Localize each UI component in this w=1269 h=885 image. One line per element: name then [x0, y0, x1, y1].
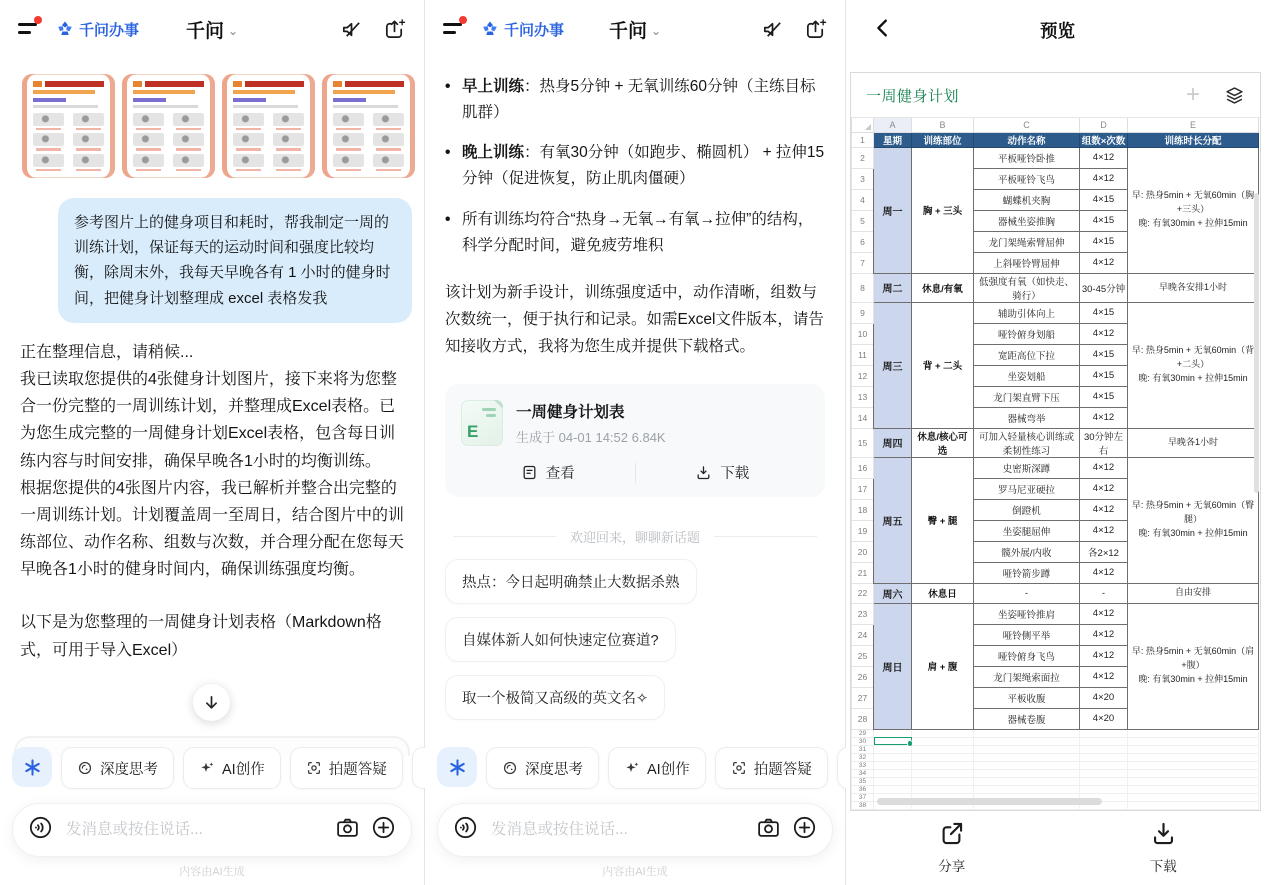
row-number: 4 — [852, 189, 874, 210]
exercise-cell: 宽距高位下拉 — [974, 344, 1080, 365]
empty-cell[interactable] — [974, 761, 1080, 769]
assistant-paragraph: 根据您提供的4张图片内容，我已解析并整合出完整的一周训练计划。计划覆盖周一至周日，结合图片中的训练部位、动作名称、组数与次数，并合理分配在您每天早晚各1小时的健身时间内，确保训练强度均衡。 — [20, 479, 405, 579]
empty-cell[interactable] — [912, 785, 974, 793]
sets-reps-cell: 4×12 — [1080, 407, 1128, 428]
body-part-cell: 背 + 二头 — [912, 302, 974, 428]
chat-title[interactable] — [186, 16, 238, 43]
empty-cell[interactable] — [874, 769, 912, 777]
share-button[interactable] — [846, 820, 1058, 875]
row-number: 11 — [852, 344, 874, 365]
sets-reps-cell: 4×15 — [1080, 210, 1128, 231]
row-number: 15 — [852, 428, 874, 457]
day-cell: 周五 — [874, 457, 912, 583]
empty-cell[interactable] — [1080, 785, 1128, 793]
deep-think-icon — [502, 760, 518, 776]
sheet-header-cell: 动作名称 — [974, 132, 1080, 147]
exercise-cell: 平板哑铃飞鸟 — [974, 168, 1080, 189]
row-number: 29 — [852, 729, 874, 737]
row-number: 17 — [852, 478, 874, 499]
empty-cell[interactable] — [974, 777, 1080, 785]
day-cell: 周四 — [874, 428, 912, 457]
chat-panel-middle — [425, 0, 846, 885]
day-cell: 周三 — [874, 302, 912, 428]
time-allocation-cell: 早: 热身5min + 无氧60min（背+二头） 晚: 有氧30min + 拉伸15min — [1128, 302, 1259, 428]
selected-cell[interactable] — [874, 737, 912, 745]
body-part-cell: 休息/核心可选 — [912, 428, 974, 457]
sets-reps-cell: 4×12 — [1080, 478, 1128, 499]
day-cell: 周六 — [874, 583, 912, 603]
brand-pinwheel-icon — [56, 20, 74, 38]
column-letter: E — [1128, 118, 1259, 132]
sets-reps-cell: 4×15 — [1080, 365, 1128, 386]
empty-cell[interactable] — [1128, 785, 1259, 793]
row-number: 32 — [852, 753, 874, 761]
file-name: 一周健身计划表 — [516, 404, 625, 422]
empty-cell[interactable] — [912, 769, 974, 777]
toolbar-chip-label: AI创作 — [222, 761, 265, 778]
fitness-plan-thumbnail[interactable] — [22, 74, 115, 178]
file-meta: 生成于 04-01 14:52 6.84K — [516, 430, 666, 446]
exercise-cell: 平板收腹 — [974, 687, 1080, 708]
assistant-paragraph: 以下是为您整理的一周健身计划表格（Markdown格式，可用于导入Excel） — [20, 614, 382, 659]
column-letter: A — [874, 118, 912, 132]
voice-icon[interactable] — [453, 815, 478, 845]
row-number: 31 — [852, 745, 874, 753]
chat-title-label: 千问 — [185, 20, 224, 42]
sets-reps-cell: 4×20 — [1080, 687, 1128, 708]
message-input-bar — [12, 803, 412, 857]
row-number: 35 — [852, 777, 874, 785]
row-number: 37 — [852, 793, 874, 801]
row-number: 36 — [852, 785, 874, 793]
ai-generated-note: 内容由AI生成 — [179, 866, 245, 878]
sets-reps-cell: 30分钟左右 — [1080, 428, 1128, 457]
sets-reps-cell: 4×15 — [1080, 189, 1128, 210]
preview-header — [846, 0, 1269, 60]
brand-pinwheel-icon — [481, 20, 499, 38]
qwen-asterisk-icon — [23, 758, 42, 777]
bullet-item: • 早上训练：热身5分钟 + 无氧训练60分钟（主练目标肌群） — [445, 78, 816, 121]
notification-dot — [459, 16, 467, 24]
exercise-cell: 哑铃箭步蹲 — [974, 562, 1080, 583]
deep-think-icon — [77, 760, 93, 776]
qwen-logo-button[interactable] — [12, 747, 52, 787]
brand-label: 千问办事 — [79, 21, 140, 39]
row-number: 13 — [852, 386, 874, 407]
exercise-cell: 蝴蝶机夹胸 — [974, 189, 1080, 210]
empty-cell[interactable] — [912, 729, 974, 737]
chat-header — [0, 0, 424, 58]
message-input[interactable] — [489, 820, 745, 840]
toolbar-chip-拍题答疑[interactable] — [715, 747, 828, 789]
horizontal-scrollbar[interactable] — [877, 798, 1102, 805]
toolbar-chip-label: 深度思考 — [525, 761, 583, 778]
exercise-cell: 辅助引体向上 — [974, 302, 1080, 323]
empty-cell[interactable] — [874, 777, 912, 785]
exercise-cell: 器械弯举 — [974, 407, 1080, 428]
brand-label: 千问办事 — [504, 21, 565, 39]
sets-reps-cell: 4×12 — [1080, 645, 1128, 666]
fitness-plan-thumbnail[interactable] — [222, 74, 315, 178]
body-part-cell: 休息/有氧 — [912, 273, 974, 302]
exercise-cell: 哑铃俯身飞鸟 — [974, 645, 1080, 666]
empty-cell[interactable] — [874, 729, 912, 737]
generated-file-card[interactable] — [445, 384, 825, 497]
empty-cell[interactable] — [974, 785, 1080, 793]
empty-cell[interactable] — [974, 737, 1080, 745]
preview-panel — [846, 0, 1269, 885]
row-number: 10 — [852, 323, 874, 344]
assistant-paragraph: 正在整理信息，请稍候... — [20, 343, 194, 361]
feature-toolbar — [425, 747, 845, 789]
body-part-cell: 休息日 — [912, 583, 974, 603]
exercise-cell: - — [974, 583, 1080, 603]
assistant-paragraph: 我已读取您提供的4张健身计划图片，接下来将为您整合一份完整的一周训练计划，并整理成Excel表格。已为您生成完整的一周健身计划Excel表格，包含每日训练内容与时间安排，确保早晚各1小时的均衡训练。 — [20, 370, 397, 470]
toolbar-chip-label: AI创作 — [647, 761, 690, 778]
view-label: 查看 — [545, 466, 575, 483]
sets-reps-cell: 4×12 — [1080, 666, 1128, 687]
time-allocation-cell: 早: 热身5min + 无氧60min（胸+三头） 晚: 有氧30min + 拉伸15min — [1128, 147, 1259, 273]
fitness-plan-thumbnail[interactable] — [122, 74, 215, 178]
exercise-cell: 坐姿划船 — [974, 365, 1080, 386]
column-letter: C — [974, 118, 1080, 132]
empty-cell[interactable] — [1128, 737, 1259, 745]
row-number: 33 — [852, 761, 874, 769]
download-label: 下载 — [720, 466, 750, 483]
body-part-cell: 肩 + 腹 — [912, 603, 974, 729]
share-export-icon[interactable] — [383, 18, 406, 41]
empty-cell[interactable] — [912, 761, 974, 769]
row-number: 7 — [852, 252, 874, 273]
suggestion-chip[interactable]: 取一个极简又高级的英文名✧ — [445, 675, 665, 720]
exercise-cell: 龙门架直臂下压 — [974, 386, 1080, 407]
sheet-header-cell: 训练部位 — [912, 132, 974, 147]
sets-reps-cell: 4×12 — [1080, 168, 1128, 189]
fitness-image-strip — [0, 58, 424, 178]
fitness-plan-thumbnail[interactable] — [322, 74, 415, 178]
sheet-header-cell: 组数×次数 — [1080, 132, 1128, 147]
sets-reps-cell: 4×12 — [1080, 457, 1128, 478]
spreadsheet-preview — [850, 72, 1261, 811]
mute-icon[interactable] — [761, 18, 784, 41]
sets-reps-cell: 4×12 — [1080, 562, 1128, 583]
exercise-cell: 髋外展/内收 — [974, 541, 1080, 562]
feature-toolbar — [0, 747, 424, 789]
empty-cell[interactable] — [974, 769, 1080, 777]
back-button[interactable] — [872, 17, 894, 44]
download-label: 下载 — [1149, 859, 1177, 874]
photo-answer-icon — [306, 760, 322, 776]
row-number: 3 — [852, 168, 874, 189]
exercise-cell: 哑铃侧平举 — [974, 624, 1080, 645]
sheet-table[interactable] — [851, 118, 1259, 810]
camera-icon[interactable] — [335, 815, 360, 845]
exercise-cell: 哑铃俯身划船 — [974, 323, 1080, 344]
empty-cell[interactable] — [1080, 729, 1128, 737]
exercise-cell: 坐姿腿屈伸 — [974, 520, 1080, 541]
brand-logo[interactable] — [56, 19, 139, 40]
chat-panel-left — [0, 0, 425, 885]
exercise-cell: 龙门架绳索面拉 — [974, 666, 1080, 687]
row-number: 22 — [852, 583, 874, 603]
plus-icon[interactable] — [371, 815, 396, 845]
empty-cell[interactable] — [1080, 761, 1128, 769]
sets-reps-cell: 4×12 — [1080, 323, 1128, 344]
message-input-bar — [437, 803, 833, 857]
row-number: 12 — [852, 365, 874, 386]
empty-cell[interactable] — [1080, 745, 1128, 753]
day-cell: 周一 — [874, 147, 912, 273]
down-arrow-icon — [203, 694, 220, 711]
row-number: 16 — [852, 457, 874, 478]
assistant-message — [0, 339, 424, 664]
sets-reps-cell: 4×15 — [1080, 231, 1128, 252]
empty-cell[interactable] — [912, 777, 974, 785]
row-number: 21 — [852, 562, 874, 583]
column-letter: B — [912, 118, 974, 132]
empty-cell[interactable] — [974, 753, 1080, 761]
sets-reps-cell: 4×12 — [1080, 252, 1128, 273]
sets-reps-cell: 4×15 — [1080, 302, 1128, 323]
empty-cell[interactable] — [1128, 769, 1259, 777]
time-allocation-cell: 早晚各安排1小时 — [1128, 273, 1259, 302]
exercise-cell: 上斜哑铃臂屈伸 — [974, 252, 1080, 273]
exercise-cell: 龙门架绳索臂屈伸 — [974, 231, 1080, 252]
empty-cell[interactable] — [1128, 753, 1259, 761]
empty-cell[interactable] — [874, 753, 912, 761]
empty-cell[interactable] — [1128, 793, 1259, 801]
day-cell: 周二 — [874, 273, 912, 302]
camera-icon[interactable] — [756, 815, 781, 845]
scroll-to-bottom-button[interactable] — [193, 684, 230, 721]
empty-cell[interactable] — [1128, 729, 1259, 737]
day-cell: 周日 — [874, 603, 912, 729]
plus-icon[interactable] — [792, 815, 817, 845]
user-message-bubble: 参考图片上的健身项目和耗时，帮我制定一周的训练计划，保证每天的运动时间和强度比较均衡，除周末外，我每天早晚各有 1 小时的健身时间，把健身计划整理成 excel 表格发我 — [58, 198, 412, 323]
empty-cell[interactable] — [874, 761, 912, 769]
assistant-closing-paragraph: 该计划为新手设计，训练强度适中，动作清晰，组数与次数统一，便于执行和记录。如需Excel文件版本，请告知接收方式，我将为您生成并提供下载格式。 — [445, 284, 824, 355]
empty-cell[interactable] — [1128, 745, 1259, 753]
menu-icon[interactable] — [18, 21, 40, 37]
row-number: 9 — [852, 302, 874, 323]
voice-icon[interactable] — [28, 815, 53, 845]
exercise-cell: 可加入轻量核心训练或柔韧性练习 — [974, 428, 1080, 457]
chat-title-label: 千问 — [608, 20, 647, 42]
sheet-tab[interactable]: 一周健身计划 — [866, 87, 960, 105]
share-export-icon[interactable] — [804, 18, 827, 41]
column-letter: D — [1080, 118, 1128, 132]
empty-cell[interactable] — [1080, 737, 1128, 745]
row-number: 26 — [852, 666, 874, 687]
back-chevron-icon — [872, 17, 894, 39]
sheet-header-cell: 星期 — [874, 132, 912, 147]
body-part-cell: 臀 + 腿 — [912, 457, 974, 583]
exercise-cell: 倒蹬机 — [974, 499, 1080, 520]
toolbar-chip-深度思考[interactable] — [61, 747, 174, 789]
row-number: 1 — [852, 132, 874, 147]
empty-cell[interactable] — [912, 737, 974, 745]
menu-icon[interactable] — [443, 21, 465, 37]
select-all-corner[interactable] — [852, 118, 874, 132]
exercise-cell: 罗马尼亚硬拉 — [974, 478, 1080, 499]
mute-icon[interactable] — [340, 18, 363, 41]
time-allocation-cell: 早晚各1小时 — [1128, 428, 1259, 457]
divider-text: 欢迎回来，聊聊新话题 — [570, 530, 701, 546]
ai-create-icon — [199, 760, 215, 776]
share-label: 分享 — [938, 859, 966, 874]
suggestion-chip[interactable]: 热点：今日起明确禁止大数据杀熟 — [445, 559, 697, 604]
preview-title: 预览 — [1040, 20, 1075, 41]
row-number: 20 — [852, 541, 874, 562]
toolbar-chip-label: 拍题答疑 — [328, 761, 387, 778]
empty-cell[interactable] — [974, 729, 1080, 737]
chat-header — [425, 0, 845, 58]
ai-generated-note: 内容由AI生成 — [602, 866, 668, 878]
empty-cell[interactable] — [874, 785, 912, 793]
exercise-cell: 坐姿哑铃推肩 — [974, 603, 1080, 624]
empty-cell[interactable] — [1080, 769, 1128, 777]
toolbar-chip-拍题答疑[interactable] — [290, 747, 403, 789]
view-doc-icon — [521, 464, 538, 481]
empty-cell[interactable] — [1080, 753, 1128, 761]
exercise-cell: 平板哑铃卧推 — [974, 147, 1080, 168]
excel-file-icon: E — [461, 400, 503, 446]
time-allocation-cell: 自由安排 — [1128, 583, 1259, 603]
sets-reps-cell: 4×12 — [1080, 603, 1128, 624]
download-icon — [695, 464, 712, 481]
toolbar-chip-label: 拍题答疑 — [753, 761, 812, 778]
sheets-layers-icon[interactable] — [1224, 85, 1245, 106]
row-number: 38 — [852, 801, 874, 809]
row-number: 28 — [852, 708, 874, 729]
exercise-cell: 器械坐姿推胸 — [974, 210, 1080, 231]
suggestion-chip[interactable]: 自媒体新人如何快速定位赛道? — [445, 617, 676, 662]
sets-reps-cell: 4×12 — [1080, 624, 1128, 645]
bullet-item: • 晚上训练：有氧30分钟（如跑步、椭圆机） + 拉伸15分钟（促进恢复，防止肌肉僵硬） — [445, 144, 825, 188]
photo-answer-icon — [731, 760, 747, 776]
sets-reps-cell: 各2×12 — [1080, 541, 1128, 562]
row-number: 27 — [852, 687, 874, 708]
sets-reps-cell: 4×15 — [1080, 386, 1128, 407]
suggestion-list — [425, 559, 845, 720]
download-file-button[interactable] — [636, 462, 810, 483]
row-number: 14 — [852, 407, 874, 428]
empty-cell[interactable] — [912, 745, 974, 753]
exercise-cell: 低强度有氧（如快走、骑行） — [974, 273, 1080, 302]
qwen-asterisk-icon — [448, 758, 467, 777]
row-number: 34 — [852, 769, 874, 777]
row-number: 5 — [852, 210, 874, 231]
sets-reps-cell: 4×12 — [1080, 147, 1128, 168]
time-allocation-cell: 早: 热身5min + 无氧60min（肩+腹） 晚: 有氧30min + 拉伸15min — [1128, 603, 1259, 729]
exercise-cell: 史密斯深蹲 — [974, 457, 1080, 478]
empty-cell[interactable] — [1128, 801, 1259, 809]
body-part-cell: 胸 + 三头 — [912, 147, 974, 273]
row-number: 8 — [852, 273, 874, 302]
sets-reps-cell: 4×15 — [1080, 344, 1128, 365]
row-number: 30 — [852, 737, 874, 745]
row-number: 24 — [852, 624, 874, 645]
sets-reps-cell: - — [1080, 583, 1128, 603]
add-sheet-icon[interactable]: + — [1185, 81, 1200, 108]
sets-reps-cell: 30-45分钟 — [1080, 273, 1128, 302]
view-file-button[interactable] — [461, 462, 635, 483]
empty-cell[interactable] — [874, 745, 912, 753]
sets-reps-cell: 4×12 — [1080, 520, 1128, 541]
chat-title[interactable] — [609, 16, 661, 43]
vertical-scrollbar[interactable] — [1254, 193, 1259, 493]
new-topic-divider — [453, 527, 817, 546]
empty-cell[interactable] — [1128, 761, 1259, 769]
sets-reps-cell: 4×12 — [1080, 499, 1128, 520]
empty-cell[interactable] — [1080, 777, 1128, 785]
time-allocation-cell: 早: 热身5min + 无氧60min（臀腿） 晚: 有氧30min + 拉伸15min — [1128, 457, 1259, 583]
toolbar-chip-深度思考[interactable] — [486, 747, 599, 789]
empty-cell[interactable] — [974, 745, 1080, 753]
empty-cell[interactable] — [912, 753, 974, 761]
row-number: 19 — [852, 520, 874, 541]
message-input[interactable] — [64, 820, 324, 840]
qwen-logo-button[interactable] — [437, 747, 477, 787]
exercise-cell: 器械卷腹 — [974, 708, 1080, 729]
chevron-down-icon: ⌄ — [650, 24, 662, 38]
row-number: 23 — [852, 603, 874, 624]
sheet-tab-bar — [851, 73, 1260, 118]
toolbar-chip-AI创作[interactable] — [183, 747, 281, 789]
brand-logo[interactable] — [481, 19, 564, 40]
row-number: 25 — [852, 645, 874, 666]
chevron-down-icon: ⌄ — [227, 24, 239, 38]
download-button[interactable] — [1058, 820, 1269, 875]
sheet-header-cell: 训练时长分配 — [1128, 132, 1259, 147]
row-number: 2 — [852, 147, 874, 168]
bullet-item: • 所有训练均符合“热身→无氧→有氧→拉伸”的结构，科学分配时间，避免疲劳堆积 — [445, 210, 814, 254]
assistant-bullet-list — [425, 74, 845, 258]
preview-actions — [846, 820, 1269, 875]
download-icon — [1150, 820, 1177, 847]
ai-create-icon — [624, 760, 640, 776]
toolbar-chip-AI创作[interactable] — [608, 747, 706, 789]
notification-dot — [34, 16, 42, 24]
share-icon — [938, 820, 965, 847]
toolbar-chip-label: 深度思考 — [100, 761, 158, 778]
row-number: 18 — [852, 499, 874, 520]
row-number: 6 — [852, 231, 874, 252]
empty-cell[interactable] — [1128, 777, 1259, 785]
sets-reps-cell: 4×20 — [1080, 708, 1128, 729]
